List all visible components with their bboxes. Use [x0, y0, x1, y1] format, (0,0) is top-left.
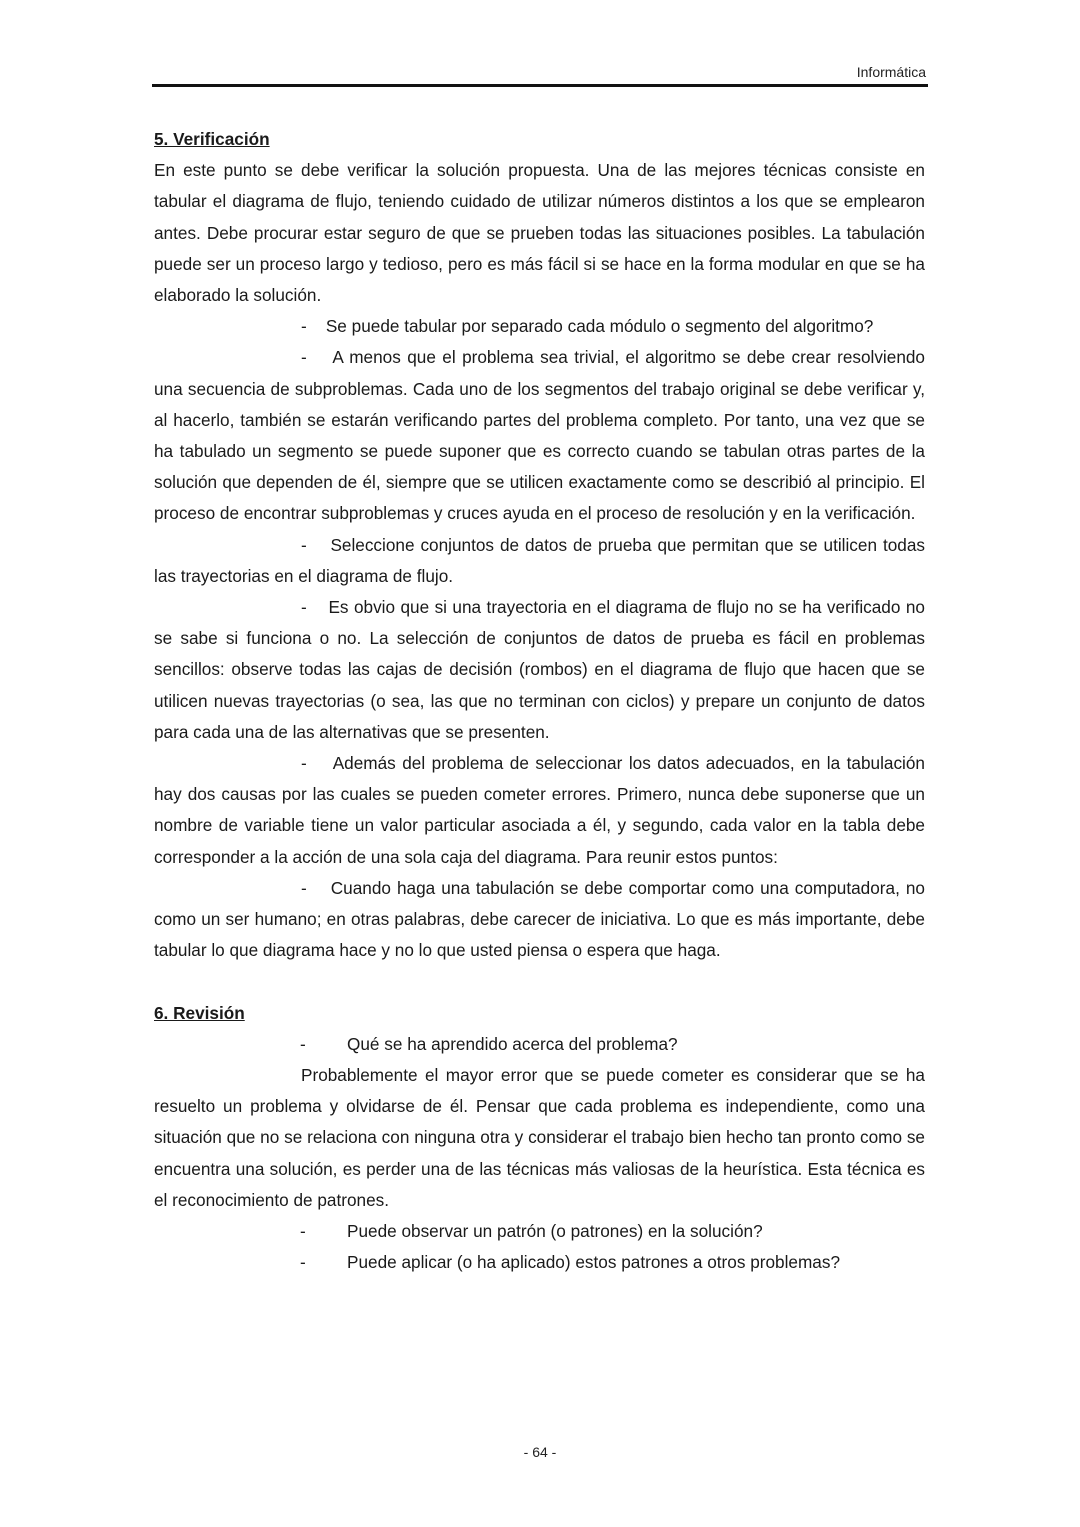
- section-title-revision: 6. Revisión: [154, 1002, 245, 1023]
- list-dash: -: [300, 1221, 306, 1242]
- page-number: - 64 -: [523, 1444, 557, 1460]
- verificacion-item: [154, 748, 925, 873]
- list-dash: -: [301, 534, 307, 555]
- list-dash: -: [301, 316, 307, 337]
- verificacion-item: [154, 342, 925, 529]
- list-dash: -: [300, 1252, 306, 1273]
- verificacion-item: [154, 873, 925, 967]
- list-item-text: Cuando haga una tabulación se debe comportar como una computadora, no como un ser humano; en otras palabras, debe carecer de iniciativa. Lo que es más importante, debe tabular lo que diagrama hace y no lo que usted piensa o espera que haga.: [154, 877, 925, 961]
- revision-question: [154, 1216, 925, 1247]
- verificacion-intro-paragraph: En este punto se debe verificar la solución propuesta. Una de las mejores técnicas consiste en tabular el diagrama de flujo, teniendo cuidado de utilizar números distintos a los que se emplearon antes. Debe procurar estar seguro de que se prueben todas las situaciones posibles. La tabulación puede ser un proceso largo y tedioso, pero es más fácil si se hace en la forma modular en que se ha elaborado la solución.: [154, 160, 925, 306]
- list-item-text: A menos que el problema sea trivial, el algoritmo se debe crear resolviendo una secuencia de subproblemas. Cada uno de los segmentos del trabajo original se debe verificar y, al hacerlo, también se estarán verificando partes del problema completo. Por tanto, una vez que se ha tabulado un segmento se puede suponer que es correcto cuando se tabulan otras partes de la solución que dependen de él, siempre que se utilicen exactamente como se describió al principio. El proceso de encontrar subproblemas y cruces ayuda en el proceso de resolución y en la verificación.: [154, 347, 925, 524]
- list-item-text: Puede aplicar (o ha aplicado) estos patrones a otros problemas?: [347, 1252, 840, 1273]
- list-item-text: Seleccione conjuntos de datos de prueba que permitan que se utilicen todas las trayectorias en el diagrama de flujo.: [154, 534, 925, 586]
- list-dash: -: [301, 877, 307, 898]
- list-item-text: Es obvio que si una trayectoria en el diagrama de flujo no se ha verificado no se sabe si funciona o no. La selección de conjuntos de datos de prueba es fácil en problemas sencillos: observe todas las cajas de decisión (rombos) en el diagrama de flujo que hacen que se utilicen nuevas trayectorias (o sea, las que no terminan con ciclos) y prepare un conjunto de datos para cada una de las alternativas que se presenten.: [154, 597, 925, 742]
- list-dash: -: [301, 347, 307, 368]
- header-title: Informática: [856, 64, 926, 80]
- list-item-text: Puede observar un patrón (o patrones) en la solución?: [347, 1221, 763, 1242]
- verificacion-item: [154, 311, 925, 342]
- list-dash: -: [300, 1033, 306, 1054]
- verificacion-item: [154, 592, 925, 748]
- section-spacer: [154, 966, 925, 997]
- verificacion-item: [154, 530, 925, 592]
- revision-question: [154, 1029, 925, 1060]
- list-item-text: Qué se ha aprendido acerca del problema?: [347, 1033, 678, 1054]
- list-item-text: Además del problema de seleccionar los datos adecuados, en la tabulación hay dos causas por las cuales se pueden cometer errores. Primero, nunca debe suponerse que un nombre de variable tiene un valor particular asociada a él, y segundo, cada valor en la tabla debe corresponder a la acción de una sola caja del diagrama. Para reunir estos puntos:: [154, 753, 925, 867]
- section-title-verificacion: 5. Verificación: [154, 129, 270, 149]
- list-item-text: Se puede tabular por separado cada módulo o segmento del algoritmo?: [325, 316, 874, 337]
- revision-question: [154, 1247, 925, 1278]
- list-dash: -: [301, 597, 307, 618]
- list-dash: -: [301, 753, 307, 774]
- page-header: [152, 62, 928, 87]
- page-content: [154, 124, 925, 1279]
- revision-paragraph: Probablemente el mayor error que se puede cometer es considerar que se ha resuelto un problema y olvidarse de él. Pensar que cada problema es independiente, como una situación que no se relaciona con ninguna otra y considerar el trabajo bien hecho tan pronto como se encuentra una solución, es perder una de las técnicas más valiosas de la heurística. Esta técnica es el reconocimiento de patrones.: [154, 1065, 925, 1210]
